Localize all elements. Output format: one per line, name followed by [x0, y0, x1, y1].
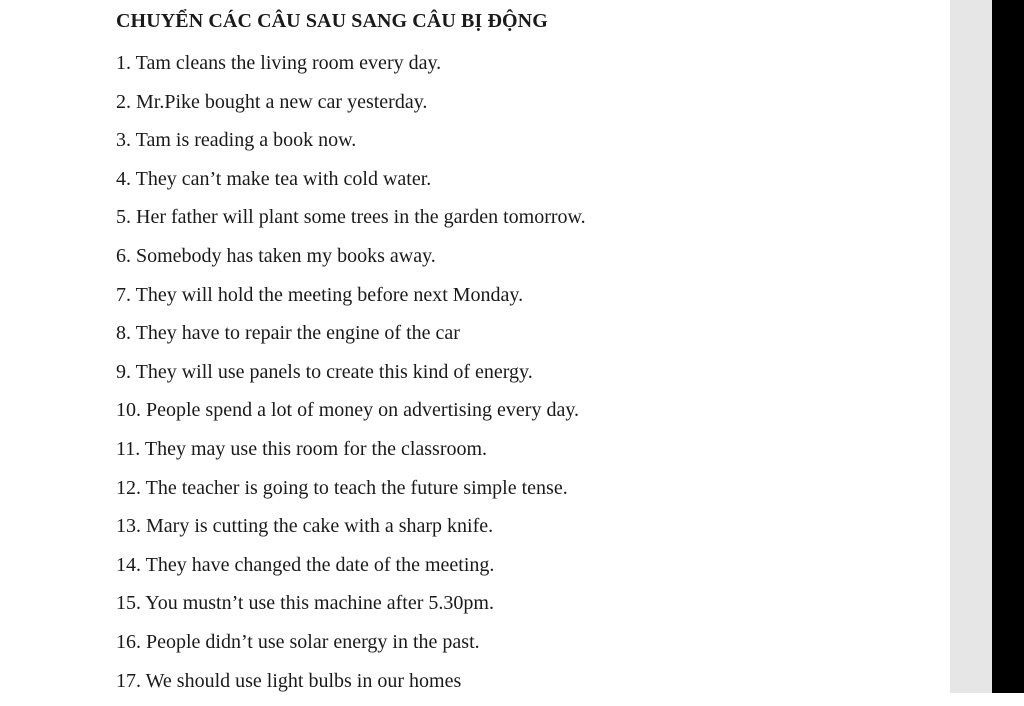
exercise-item-1: 1. Tam cleans the living room every day.	[116, 50, 586, 89]
page-gutter	[950, 0, 992, 693]
exercise-item-14: 14. They have changed the date of the meeting.	[116, 552, 586, 591]
exercise-item-12: 12. The teacher is going to teach the future simple tense.	[116, 475, 586, 514]
exercise-item-11: 11. They may use this room for the classroom.	[116, 436, 586, 475]
exercise-item-13: 13. Mary is cutting the cake with a sharp knife.	[116, 513, 586, 552]
exercise-item-17: 17. We should use light bulbs in our homes	[116, 668, 586, 706]
exercise-item-4: 4. They can’t make tea with cold water.	[116, 166, 586, 205]
exercise-item-6: 6. Somebody has taken my books away.	[116, 243, 586, 282]
exercise-item-8: 8. They have to repair the engine of the car	[116, 320, 586, 359]
exercise-item-3: 3. Tam is reading a book now.	[116, 127, 586, 166]
document-title: CHUYỂN CÁC CÂU SAU SANG CÂU BỊ ĐỘNG	[116, 10, 548, 33]
exercise-item-5: 5. Her father will plant some trees in the garden tomorrow.	[116, 204, 586, 243]
exercise-item-16: 16. People didn’t use solar energy in the past.	[116, 629, 586, 668]
exercise-item-2: 2. Mr.Pike bought a new car yesterday.	[116, 89, 586, 128]
exercise-item-7: 7. They will hold the meeting before next Monday.	[116, 282, 586, 321]
screen-edge	[992, 0, 1024, 693]
exercise-item-9: 9. They will use panels to create this kind of energy.	[116, 359, 586, 398]
exercise-item-10: 10. People spend a lot of money on advertising every day.	[116, 397, 586, 436]
exercise-list	[116, 50, 586, 706]
exercise-item-15: 15. You mustn’t use this machine after 5.30pm.	[116, 590, 586, 629]
